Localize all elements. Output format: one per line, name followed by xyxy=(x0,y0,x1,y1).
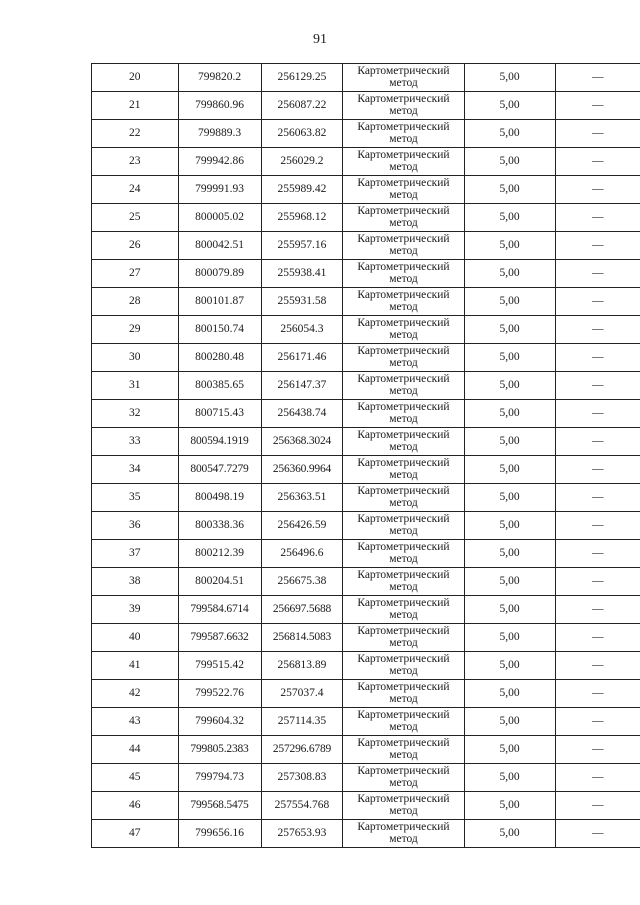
point-number-cell: 47 xyxy=(92,820,179,848)
method-line-2: метод xyxy=(389,356,418,369)
note-cell: — xyxy=(555,372,640,400)
method-cell xyxy=(343,764,464,792)
accuracy-cell: 5,00 xyxy=(464,316,555,344)
note-cell: — xyxy=(555,456,640,484)
x-coordinate-cell: 799515.42 xyxy=(178,652,261,680)
accuracy-cell: 5,00 xyxy=(464,456,555,484)
note-cell: — xyxy=(555,820,640,848)
x-coordinate-cell: 800385.65 xyxy=(178,372,261,400)
method-cell xyxy=(343,372,464,400)
method-line-2: метод xyxy=(389,132,418,145)
method-cell xyxy=(343,680,464,708)
method-line-2: метод xyxy=(389,412,418,425)
point-number-cell: 34 xyxy=(92,456,179,484)
method-line-1: Картометрический xyxy=(357,233,450,245)
method-cell xyxy=(343,792,464,820)
coordinates-table xyxy=(91,63,640,848)
table-row xyxy=(92,64,640,92)
method-cell xyxy=(343,484,464,512)
method-line-2: метод xyxy=(389,160,418,173)
point-number-cell: 35 xyxy=(92,484,179,512)
y-coordinate-cell: 255931.58 xyxy=(261,288,343,316)
point-number-cell: 42 xyxy=(92,680,179,708)
note-cell: — xyxy=(555,680,640,708)
x-coordinate-cell: 799991.93 xyxy=(178,176,261,204)
method-line-1: Картометрический xyxy=(357,737,450,749)
table-row xyxy=(92,260,640,288)
x-coordinate-cell: 800498.19 xyxy=(178,484,261,512)
point-number-cell: 44 xyxy=(92,736,179,764)
point-number-cell: 39 xyxy=(92,596,179,624)
table-body xyxy=(92,64,640,848)
point-number-cell: 26 xyxy=(92,232,179,260)
method-line-2: метод xyxy=(389,748,418,761)
table-row xyxy=(92,736,640,764)
point-number-cell: 21 xyxy=(92,92,179,120)
x-coordinate-cell: 800101.87 xyxy=(178,288,261,316)
table-row xyxy=(92,540,640,568)
table-row xyxy=(92,316,640,344)
point-number-cell: 23 xyxy=(92,148,179,176)
note-cell: — xyxy=(555,596,640,624)
method-line-1: Картометрический xyxy=(357,93,450,105)
method-line-1: Картометрический xyxy=(357,513,450,525)
accuracy-cell: 5,00 xyxy=(464,148,555,176)
method-line-1: Картометрический xyxy=(357,793,450,805)
y-coordinate-cell: 257037.4 xyxy=(261,680,343,708)
accuracy-cell: 5,00 xyxy=(464,764,555,792)
y-coordinate-cell: 256087.22 xyxy=(261,92,343,120)
accuracy-cell: 5,00 xyxy=(464,64,555,92)
x-coordinate-cell: 800594.1919 xyxy=(178,428,261,456)
y-coordinate-cell: 256360.9964 xyxy=(261,456,343,484)
method-cell xyxy=(343,232,464,260)
method-cell xyxy=(343,540,464,568)
table-row xyxy=(92,176,640,204)
table-row xyxy=(92,596,640,624)
y-coordinate-cell: 255989.42 xyxy=(261,176,343,204)
method-line-2: метод xyxy=(389,216,418,229)
method-line-2: метод xyxy=(389,692,418,705)
x-coordinate-cell: 799568.5475 xyxy=(178,792,261,820)
note-cell: — xyxy=(555,288,640,316)
method-line-1: Картометрический xyxy=(357,401,450,413)
method-line-1: Картометрический xyxy=(357,205,450,217)
method-line-1: Картометрический xyxy=(357,541,450,553)
y-coordinate-cell: 255968.12 xyxy=(261,204,343,232)
method-line-2: метод xyxy=(389,524,418,537)
method-line-2: метод xyxy=(389,552,418,565)
method-cell xyxy=(343,652,464,680)
table-row xyxy=(92,456,640,484)
accuracy-cell: 5,00 xyxy=(464,260,555,288)
y-coordinate-cell: 257114.35 xyxy=(261,708,343,736)
method-line-2: метод xyxy=(389,664,418,677)
point-number-cell: 36 xyxy=(92,512,179,540)
table-row xyxy=(92,484,640,512)
table-row xyxy=(92,288,640,316)
method-line-1: Картометрический xyxy=(357,429,450,441)
method-line-1: Картометрический xyxy=(357,765,450,777)
accuracy-cell: 5,00 xyxy=(464,120,555,148)
method-line-1: Картометрический xyxy=(357,373,450,385)
note-cell: — xyxy=(555,512,640,540)
method-line-2: метод xyxy=(389,328,418,341)
table-row xyxy=(92,624,640,652)
point-number-cell: 38 xyxy=(92,568,179,596)
method-line-2: метод xyxy=(389,76,418,89)
method-cell xyxy=(343,148,464,176)
point-number-cell: 33 xyxy=(92,428,179,456)
table-row xyxy=(92,120,640,148)
note-cell: — xyxy=(555,176,640,204)
point-number-cell: 46 xyxy=(92,792,179,820)
method-line-1: Картометрический xyxy=(357,821,450,833)
y-coordinate-cell: 256129.25 xyxy=(261,64,343,92)
method-line-1: Картометрический xyxy=(357,121,450,133)
method-line-2: метод xyxy=(389,468,418,481)
note-cell: — xyxy=(555,232,640,260)
method-cell xyxy=(343,428,464,456)
note-cell: — xyxy=(555,484,640,512)
page-number: 91 xyxy=(313,32,327,47)
note-cell: — xyxy=(555,540,640,568)
x-coordinate-cell: 799604.32 xyxy=(178,708,261,736)
y-coordinate-cell: 256496.6 xyxy=(261,540,343,568)
y-coordinate-cell: 256029.2 xyxy=(261,148,343,176)
note-cell: — xyxy=(555,428,640,456)
method-cell xyxy=(343,260,464,288)
method-line-2: метод xyxy=(389,636,418,649)
y-coordinate-cell: 255957.16 xyxy=(261,232,343,260)
x-coordinate-cell: 800280.48 xyxy=(178,344,261,372)
x-coordinate-cell: 799656.16 xyxy=(178,820,261,848)
method-cell xyxy=(343,92,464,120)
method-line-2: метод xyxy=(389,496,418,509)
table-row xyxy=(92,400,640,428)
y-coordinate-cell: 256438.74 xyxy=(261,400,343,428)
accuracy-cell: 5,00 xyxy=(464,820,555,848)
note-cell: — xyxy=(555,736,640,764)
accuracy-cell: 5,00 xyxy=(464,540,555,568)
point-number-cell: 25 xyxy=(92,204,179,232)
note-cell: — xyxy=(555,316,640,344)
x-coordinate-cell: 799889.3 xyxy=(178,120,261,148)
method-line-2: метод xyxy=(389,300,418,313)
table-row xyxy=(92,792,640,820)
method-cell xyxy=(343,288,464,316)
x-coordinate-cell: 799522.76 xyxy=(178,680,261,708)
method-line-2: метод xyxy=(389,104,418,117)
table-row xyxy=(92,708,640,736)
method-line-2: метод xyxy=(389,804,418,817)
accuracy-cell: 5,00 xyxy=(464,288,555,316)
point-number-cell: 30 xyxy=(92,344,179,372)
x-coordinate-cell: 799820.2 xyxy=(178,64,261,92)
table-row xyxy=(92,344,640,372)
x-coordinate-cell: 799860.96 xyxy=(178,92,261,120)
method-line-1: Картометрический xyxy=(357,289,450,301)
y-coordinate-cell: 255938.41 xyxy=(261,260,343,288)
method-line-1: Картометрический xyxy=(357,597,450,609)
note-cell: — xyxy=(555,568,640,596)
accuracy-cell: 5,00 xyxy=(464,680,555,708)
point-number-cell: 28 xyxy=(92,288,179,316)
x-coordinate-cell: 800212.39 xyxy=(178,540,261,568)
point-number-cell: 32 xyxy=(92,400,179,428)
accuracy-cell: 5,00 xyxy=(464,400,555,428)
point-number-cell: 22 xyxy=(92,120,179,148)
method-line-2: метод xyxy=(389,580,418,593)
y-coordinate-cell: 256675.38 xyxy=(261,568,343,596)
accuracy-cell: 5,00 xyxy=(464,204,555,232)
point-number-cell: 27 xyxy=(92,260,179,288)
point-number-cell: 31 xyxy=(92,372,179,400)
accuracy-cell: 5,00 xyxy=(464,652,555,680)
accuracy-cell: 5,00 xyxy=(464,624,555,652)
method-line-2: метод xyxy=(389,188,418,201)
method-cell xyxy=(343,64,464,92)
method-line-1: Картометрический xyxy=(357,485,450,497)
table-row xyxy=(92,92,640,120)
method-cell xyxy=(343,820,464,848)
accuracy-cell: 5,00 xyxy=(464,512,555,540)
accuracy-cell: 5,00 xyxy=(464,736,555,764)
method-line-1: Картометрический xyxy=(357,65,450,77)
accuracy-cell: 5,00 xyxy=(464,232,555,260)
point-number-cell: 20 xyxy=(92,64,179,92)
method-line-1: Картометрический xyxy=(357,345,450,357)
method-line-1: Картометрический xyxy=(357,709,450,721)
point-number-cell: 24 xyxy=(92,176,179,204)
point-number-cell: 37 xyxy=(92,540,179,568)
method-line-1: Картометрический xyxy=(357,457,450,469)
note-cell: — xyxy=(555,400,640,428)
y-coordinate-cell: 256171.46 xyxy=(261,344,343,372)
note-cell: — xyxy=(555,120,640,148)
method-cell xyxy=(343,400,464,428)
method-line-1: Картометрический xyxy=(357,653,450,665)
method-cell xyxy=(343,568,464,596)
point-number-cell: 43 xyxy=(92,708,179,736)
method-cell xyxy=(343,316,464,344)
x-coordinate-cell: 799794.73 xyxy=(178,764,261,792)
x-coordinate-cell: 800005.02 xyxy=(178,204,261,232)
table-row xyxy=(92,820,640,848)
note-cell: — xyxy=(555,92,640,120)
method-cell xyxy=(343,624,464,652)
method-line-1: Картометрический xyxy=(357,149,450,161)
method-cell xyxy=(343,204,464,232)
x-coordinate-cell: 800547.7279 xyxy=(178,456,261,484)
method-cell xyxy=(343,176,464,204)
x-coordinate-cell: 799584.6714 xyxy=(178,596,261,624)
y-coordinate-cell: 256363.51 xyxy=(261,484,343,512)
table-row xyxy=(92,232,640,260)
table-row xyxy=(92,372,640,400)
method-line-2: метод xyxy=(389,272,418,285)
note-cell: — xyxy=(555,260,640,288)
accuracy-cell: 5,00 xyxy=(464,176,555,204)
y-coordinate-cell: 257554.768 xyxy=(261,792,343,820)
table-row xyxy=(92,652,640,680)
x-coordinate-cell: 800338.36 xyxy=(178,512,261,540)
method-cell xyxy=(343,708,464,736)
point-number-cell: 40 xyxy=(92,624,179,652)
method-cell xyxy=(343,512,464,540)
note-cell: — xyxy=(555,652,640,680)
x-coordinate-cell: 800715.43 xyxy=(178,400,261,428)
point-number-cell: 45 xyxy=(92,764,179,792)
table-row xyxy=(92,568,640,596)
method-line-1: Картометрический xyxy=(357,625,450,637)
y-coordinate-cell: 256063.82 xyxy=(261,120,343,148)
method-line-2: метод xyxy=(389,776,418,789)
accuracy-cell: 5,00 xyxy=(464,92,555,120)
accuracy-cell: 5,00 xyxy=(464,428,555,456)
x-coordinate-cell: 800079.89 xyxy=(178,260,261,288)
table-row xyxy=(92,512,640,540)
x-coordinate-cell: 799942.86 xyxy=(178,148,261,176)
accuracy-cell: 5,00 xyxy=(464,372,555,400)
method-cell xyxy=(343,456,464,484)
accuracy-cell: 5,00 xyxy=(464,484,555,512)
method-line-1: Картометрический xyxy=(357,681,450,693)
note-cell: — xyxy=(555,624,640,652)
accuracy-cell: 5,00 xyxy=(464,568,555,596)
table-row xyxy=(92,428,640,456)
y-coordinate-cell: 256054.3 xyxy=(261,316,343,344)
y-coordinate-cell: 257653.93 xyxy=(261,820,343,848)
note-cell: — xyxy=(555,792,640,820)
method-line-1: Картометрический xyxy=(357,317,450,329)
point-number-cell: 29 xyxy=(92,316,179,344)
y-coordinate-cell: 256814.5083 xyxy=(261,624,343,652)
y-coordinate-cell: 256813.89 xyxy=(261,652,343,680)
table-row xyxy=(92,680,640,708)
method-cell xyxy=(343,736,464,764)
method-line-2: метод xyxy=(389,720,418,733)
y-coordinate-cell: 257308.83 xyxy=(261,764,343,792)
method-line-2: метод xyxy=(389,832,418,845)
method-line-1: Картометрический xyxy=(357,569,450,581)
y-coordinate-cell: 256368.3024 xyxy=(261,428,343,456)
method-line-2: метод xyxy=(389,608,418,621)
note-cell: — xyxy=(555,204,640,232)
table-row xyxy=(92,204,640,232)
method-cell xyxy=(343,596,464,624)
y-coordinate-cell: 257296.6789 xyxy=(261,736,343,764)
note-cell: — xyxy=(555,708,640,736)
x-coordinate-cell: 800042.51 xyxy=(178,232,261,260)
method-line-2: метод xyxy=(389,244,418,257)
accuracy-cell: 5,00 xyxy=(464,792,555,820)
y-coordinate-cell: 256426.59 xyxy=(261,512,343,540)
point-number-cell: 41 xyxy=(92,652,179,680)
note-cell: — xyxy=(555,764,640,792)
y-coordinate-cell: 256697.5688 xyxy=(261,596,343,624)
accuracy-cell: 5,00 xyxy=(464,596,555,624)
method-line-2: метод xyxy=(389,384,418,397)
note-cell: — xyxy=(555,344,640,372)
x-coordinate-cell: 800204.51 xyxy=(178,568,261,596)
method-cell xyxy=(343,344,464,372)
x-coordinate-cell: 800150.74 xyxy=(178,316,261,344)
y-coordinate-cell: 256147.37 xyxy=(261,372,343,400)
accuracy-cell: 5,00 xyxy=(464,344,555,372)
x-coordinate-cell: 799587.6632 xyxy=(178,624,261,652)
method-line-2: метод xyxy=(389,440,418,453)
method-line-1: Картометрический xyxy=(357,261,450,273)
table-row xyxy=(92,148,640,176)
table-row xyxy=(92,764,640,792)
note-cell: — xyxy=(555,64,640,92)
accuracy-cell: 5,00 xyxy=(464,708,555,736)
method-cell xyxy=(343,120,464,148)
note-cell: — xyxy=(555,148,640,176)
x-coordinate-cell: 799805.2383 xyxy=(178,736,261,764)
method-line-1: Картометрический xyxy=(357,177,450,189)
